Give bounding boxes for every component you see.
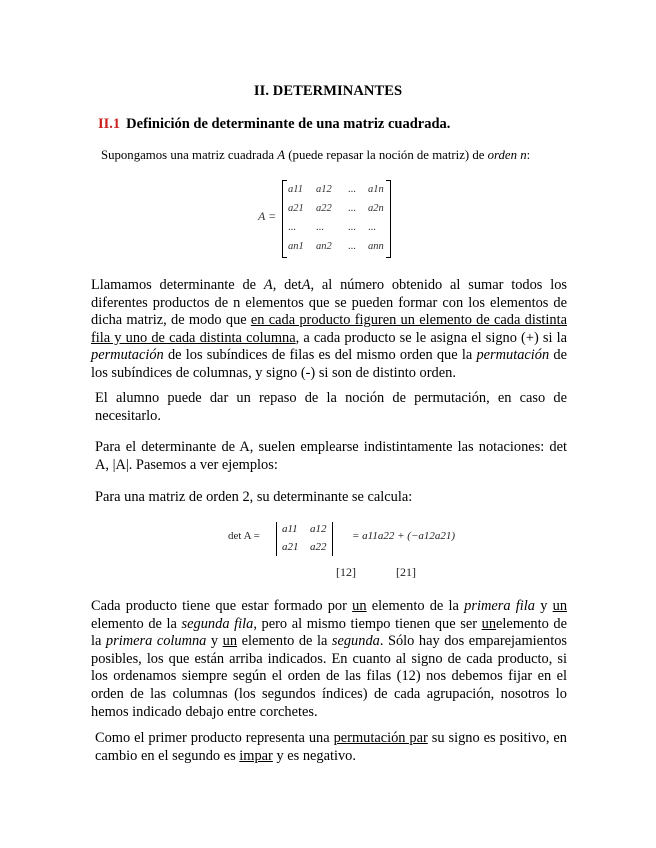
producto-text: elemento de la (237, 633, 332, 650)
matrix-cell: a1n (368, 184, 384, 195)
intro-text-2: (puede repasar la noción de matriz) de (285, 148, 488, 162)
det2-label: det A = (228, 530, 260, 542)
matrix-cell: ... (316, 222, 324, 233)
definition-text: , a cada producto se le asigna el signo (+) si la (295, 329, 568, 346)
producto-underline: un (481, 615, 497, 632)
matrix-cell: ... (368, 222, 376, 233)
det2-cell: a11 (282, 523, 298, 535)
definition-text: de los subíndices de columnas, y signo (-) si son de distinto orden. (91, 347, 567, 381)
chapter-title: II. DETERMINANTES (253, 83, 403, 99)
permutation-term: permutación (91, 347, 164, 364)
det2-cell: a21 (282, 541, 299, 553)
section-heading (98, 116, 450, 133)
matrix-cell: a22 (316, 203, 332, 214)
permutacion-par-link[interactable]: permutación par (333, 730, 428, 746)
producto-text: y (534, 598, 553, 614)
repaso-paragraph: El alumno puede dar un repaso de la noción de permutación, en caso de necesitarlo. (95, 390, 567, 424)
matrix-cell: an1 (288, 241, 304, 252)
producto-em: primera columna (105, 633, 207, 650)
signo-text: Como el primer producto representa una (95, 730, 334, 746)
matrix-lhs: A = (258, 209, 277, 223)
matrix-cell: a11 (288, 184, 303, 195)
intro-text-3: : (526, 148, 531, 162)
section-title: Definición de determinante de una matriz cuadrada. (126, 116, 451, 132)
producto-em: segunda (331, 633, 380, 650)
matrix-cell: a12 (316, 184, 332, 195)
matrix-cell: ... (348, 241, 356, 252)
matrix-cell: ... (348, 222, 356, 233)
orden2-paragraph: Para una matriz de orden 2, su determinante se calcula: (95, 489, 413, 505)
matrix-n-figure (258, 176, 394, 260)
matrix-cell: an2 (316, 241, 332, 252)
matrix-cell: a21 (288, 203, 304, 214)
det2-cell: a22 (310, 541, 327, 553)
producto-em: segunda fila (181, 615, 254, 632)
definition-text: , al número obtenido al sumar todos los diferentes productos de n elementos que se pueden formar con los elementos de dicha matriz, de modo que (91, 277, 567, 329)
signo-text: su signo es positivo, en cambio en el segundo es (95, 730, 567, 764)
producto-underline: un (352, 598, 367, 614)
matrix-cell: ann (368, 241, 384, 252)
producto-text: Cada producto tiene que estar formado por (91, 598, 353, 614)
det2-figure (228, 522, 456, 584)
definition-var: A (263, 277, 273, 293)
producto-text: elemento de la (91, 615, 567, 650)
intro-var: A (277, 148, 286, 162)
producto-text: . Sólo hay dos emparejamientos posibles, los que están arriba indicados. En cuanto al signo de cada producto, si los ordenamos siempre según el orden de las filas (12) nos debemos fijar en el orden de las columnas (los segundos índices) de cada agrupación, nosotros lo hemos indicado debajo entre corchetes. (91, 633, 568, 720)
matrix-grid (288, 180, 384, 256)
matrix-cell: ... (348, 203, 356, 214)
producto-text: , pero al mismo tiempo tienen que ser (253, 615, 482, 632)
producto-text: elemento de la (366, 598, 465, 614)
intro-em: orden n (487, 148, 527, 162)
det2-rhs: = a11a22 + (−a12a21) (352, 530, 456, 542)
producto-underline: un (552, 598, 568, 614)
producto-underline: un (222, 633, 238, 650)
definition-text: Llamamos determinante de (91, 277, 264, 293)
matrix-cell: ... (348, 184, 356, 195)
det2-right-bar (332, 522, 333, 556)
signo-paragraph (95, 730, 567, 765)
definition-link[interactable]: en cada producto figuren un elemento de cada distinta fila y uno de cada distinta columna (91, 312, 567, 346)
producto-paragraph (91, 598, 567, 721)
det2-left-bar (276, 522, 277, 556)
definition-var: A (301, 277, 311, 293)
det2-cell: a12 (310, 523, 327, 535)
matrix-cell: ... (288, 222, 296, 233)
notaciones-paragraph: Para el determinante de A, suelen emplearse indistintamente las notaciones: det A, |A|. Pasemos a ver ejemplos: (95, 439, 567, 473)
matrix-cell: a2n (368, 203, 384, 214)
left-bracket (282, 180, 287, 258)
signo-text: y es negativo. (272, 747, 356, 764)
producto-text: y (206, 633, 223, 650)
producto-text: elemento de la (91, 615, 182, 632)
definition-text: de los subíndices de filas es del mismo orden que la (163, 347, 477, 364)
producto-em: primera fila (464, 598, 535, 614)
intro-paragraph (101, 147, 571, 165)
permutation-term: permutación (476, 347, 550, 364)
definition-paragraph (91, 277, 567, 383)
section-number: II.1 (98, 116, 121, 132)
right-bracket (386, 180, 391, 258)
definition-text: , det (272, 277, 302, 293)
perm-label-1: [12] (336, 565, 356, 579)
intro-text-1: Supongamos una matriz cuadrada (101, 148, 278, 162)
impar-link[interactable]: impar (239, 747, 273, 764)
perm-label-2: [21] (396, 565, 416, 579)
